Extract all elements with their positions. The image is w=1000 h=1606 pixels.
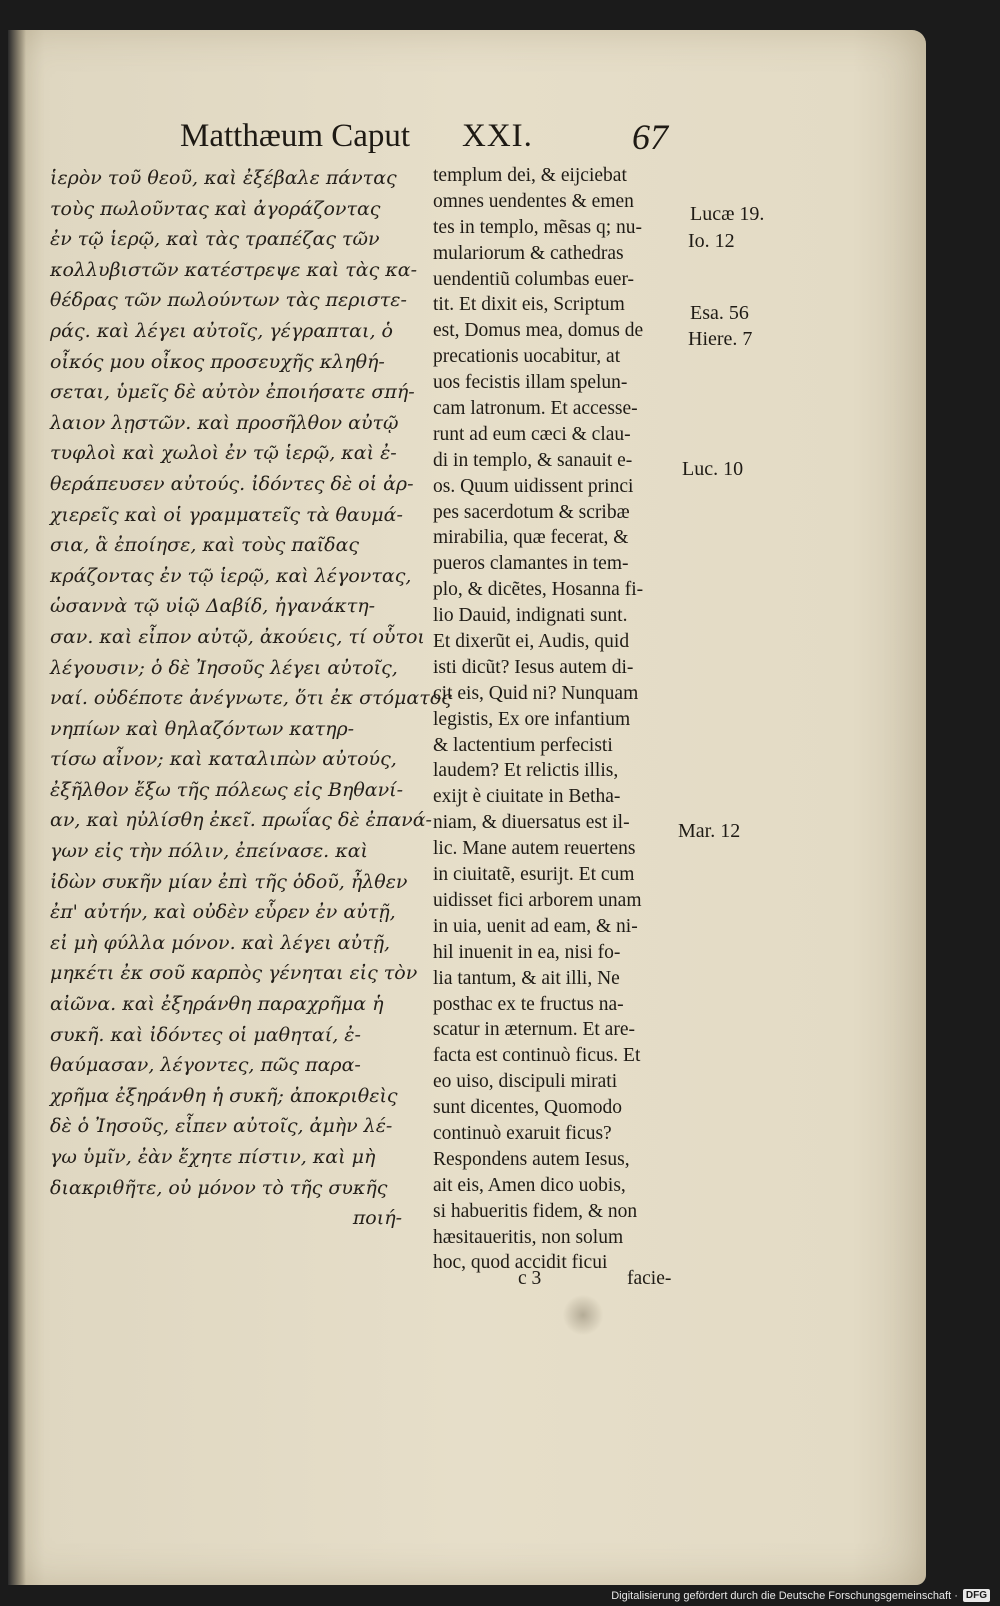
- latin-line: cit eis, Quid ni? Nunquam: [433, 682, 639, 704]
- greek-line: αἰῶνα. καὶ ἐξηράνθη παραχρῆμα ἡ: [50, 993, 384, 1016]
- latin-line: in ciuitatẽ, esurijt. Et cum: [433, 864, 635, 886]
- greek-line: κράζοντας ἐν τῷ ἱερῷ, καὶ λέγοντας,: [50, 564, 412, 587]
- chapter-number: XXI.: [462, 118, 533, 154]
- margin-reference: Mar. 12: [678, 820, 741, 842]
- greek-line: ὡσαννὰ τῷ υἱῷ Δαβίδ, ἠγανάκτη-: [50, 595, 376, 618]
- greek-line: θαύμασαν, λέγοντες, πῶς παρα-: [50, 1054, 361, 1077]
- latin-line: uos fecistis illam spelun-: [433, 372, 628, 394]
- latin-line: eo uiso, discipuli mirati: [433, 1071, 618, 1093]
- dfg-logo: DFG: [963, 1589, 990, 1602]
- greek-line: ἐπ' αὐτήν, καὶ οὐδὲν εὗρεν ἐν αὐτῇ,: [50, 901, 396, 924]
- latin-text-column: [433, 163, 701, 1276]
- running-head-title: Matthæum Caput: [180, 118, 411, 154]
- greek-line: ἐξῆλθον ἔξω τῆς πόλεως εἰς Βηθανί-: [50, 778, 404, 801]
- catchword: facie-: [627, 1268, 672, 1289]
- margin-reference: Esa. 56: [690, 302, 749, 324]
- latin-line: lio Dauid, indignati sunt.: [433, 605, 628, 627]
- greek-line: τυφλοὶ καὶ χωλοὶ ἐν τῷ ἱερῷ, καὶ ἐ-: [50, 442, 397, 465]
- folio-number: 67: [632, 117, 668, 157]
- greek-line: ἱερὸν τοῦ θεοῦ, καὶ ἐξέβαλε πάντας: [50, 167, 397, 189]
- latin-line: os. Quum uidissent princi: [433, 475, 634, 497]
- greek-line: γω ὑμῖν, ἐὰν ἔχητε πίστιν, καὶ μὴ: [50, 1146, 376, 1168]
- greek-line: διακριθῆτε, οὐ μόνον τὸ τῆς συκῆς: [50, 1176, 388, 1199]
- latin-line: ait eis, Amen dico uobis,: [433, 1174, 626, 1196]
- margin-reference: Lucæ 19.: [690, 203, 765, 225]
- greek-line: χιερεῖς καὶ οἱ γραμματεῖς τὰ θαυμά-: [50, 503, 403, 526]
- latin-line: facta est continuò ficus. Et: [433, 1045, 641, 1067]
- signature-mark: c 3: [518, 1268, 542, 1289]
- latin-line: continuò exaruit ficus?: [433, 1122, 612, 1144]
- latin-line: omnes uendentes & emen: [433, 190, 634, 212]
- margin-reference: Hiere. 7: [688, 328, 753, 350]
- latin-line: tes in templo, mẽsas q; nu-: [433, 216, 643, 238]
- greek-line: νηπίων καὶ θηλαζόντων κατηρ-: [50, 717, 355, 740]
- latin-line: exijt è ciuitate in Betha-: [433, 786, 621, 808]
- latin-line: uendentiũ columbas euer-: [433, 268, 635, 290]
- ink-smudge: [562, 1295, 604, 1335]
- latin-line: plo, & dicẽtes, Hosanna fi-: [433, 579, 644, 601]
- latin-line: si habueritis fidem, & non: [433, 1200, 638, 1222]
- greek-line: κολλυβιστῶν κατέστρεψε καὶ τὰς κα-: [50, 258, 418, 281]
- margin-reference: Io. 12: [688, 230, 735, 252]
- latin-line: scatur in æternum. Et are-: [433, 1019, 635, 1041]
- greek-line: σαν. καὶ εἶπον αὐτῷ, ἀκούεις, τί οὗτοι: [50, 625, 425, 648]
- greek-line: τίσω αἶνον; καὶ καταλιπὼν αὐτούς,: [50, 748, 397, 771]
- latin-line: hil inuenit in ea, nisi fo-: [433, 941, 621, 963]
- latin-line: & lactentium perfecisti: [433, 734, 613, 756]
- latin-line: posthac ex te fructus na-: [433, 993, 624, 1015]
- greek-line: θέδρας τῶν πωλούντων τὰς περιστε-: [50, 289, 407, 312]
- footer-text: Digitalisierung gefördert durch die Deutsche Forschungsgemeinschaft ·: [611, 1589, 958, 1602]
- latin-line: niam, & diuersatus est il-: [433, 812, 630, 834]
- greek-line: σεται, ὑμεῖς δὲ αὐτὸν ἐποιήσατε σπή-: [50, 381, 415, 404]
- latin-line: pes sacerdotum & scribæ: [433, 501, 630, 523]
- greek-line: οἶκός μου οἶκος προσευχῆς κληθή-: [50, 350, 385, 373]
- greek-line: ναί. οὐδέποτε ἀνέγνωτε, ὅτι ἐκ στόματος: [50, 687, 452, 710]
- latin-line: cam latronum. Et accesse-: [433, 398, 638, 420]
- latin-line: runt ad eum cæci & clau-: [433, 423, 631, 445]
- greek-line: σια, ἃ ἐποίησε, καὶ τοὺς παῖδας: [50, 534, 360, 557]
- latin-line: isti dicũt? Iesus autem di-: [433, 656, 634, 678]
- greek-text-column: [50, 163, 452, 1234]
- latin-line: tit. Et dixit eis, Scriptum: [433, 294, 625, 316]
- latin-line: templum dei, & eijciebat: [433, 165, 627, 186]
- greek-line: ἰδὼν συκῆν μίαν ἐπὶ τῆς ὁδοῦ, ἦλθεν: [50, 870, 408, 893]
- digitization-footer: [611, 1589, 990, 1602]
- greek-line: συκῆ. καὶ ἰδόντες οἱ μαθηταί, ἐ-: [50, 1023, 361, 1046]
- latin-line: pueros clamantes in tem-: [433, 553, 629, 575]
- greek-line: γων εἰς τὴν πόλιν, ἐπείνασε. καὶ: [50, 840, 368, 863]
- latin-line: di in templo, & sanauit e-: [433, 449, 633, 471]
- latin-line: hæsitaueritis, non solum: [433, 1226, 624, 1248]
- greek-line: μηκέτι ἐκ σοῦ καρπὸς γένηται εἰς τὸν: [50, 962, 418, 985]
- greek-line: λέγουσιν; ὁ δὲ Ἰησοῦς λέγει αὐτοῖς,: [50, 656, 398, 679]
- greek-line: εἰ μὴ φύλλα μόνον. καὶ λέγει αὐτῇ,: [50, 931, 391, 954]
- latin-line: Respondens autem Iesus,: [433, 1148, 630, 1170]
- page-gutter: [8, 30, 26, 1585]
- greek-line: χρῆμα ἐξηράνθη ἡ συκῆ; ἀποκριθεὶς: [50, 1084, 398, 1107]
- latin-line: lia tantum, & ait illi, Ne: [433, 967, 620, 989]
- greek-line: τοὺς πωλοῦντας καὶ ἀγοράζοντας: [50, 197, 381, 220]
- latin-line: hoc, quod accidit ficui: [433, 1252, 608, 1274]
- latin-line: mirabilia, quæ fecerat, &: [433, 527, 629, 549]
- greek-line: ράς. καὶ λέγει αὐτοῖς, γέγραπται, ὁ: [50, 319, 393, 342]
- latin-line: sunt dicentes, Quomodo: [433, 1097, 623, 1119]
- latin-line: in uia, uenit ad eam, & ni-: [433, 915, 638, 937]
- latin-line: lic. Mane autem reuertens: [433, 838, 636, 860]
- greek-line: αν, καὶ ηὐλίσθη ἐκεῖ. πρωΐας δὲ ἐπανά-: [50, 809, 432, 832]
- greek-line: λαιον λῃστῶν. καὶ προσῆλθον αὐτῷ: [50, 411, 399, 434]
- greek-line: θεράπευσεν αὐτούς. ἰδόντες δὲ οἱ ἀρ-: [50, 472, 414, 495]
- margin-reference: Luc. 10: [682, 458, 744, 480]
- latin-line: laudem? Et relictis illis,: [433, 760, 619, 782]
- greek-line: ἐν τῷ ἱερῷ, καὶ τὰς τραπέζας τῶν: [50, 228, 380, 251]
- greek-line: δὲ ὁ Ἰησοῦς, εἶπεν αὐτοῖς, ἀμὴν λέ-: [50, 1115, 393, 1138]
- latin-line: legistis, Ex ore infantium: [433, 708, 631, 730]
- running-head: [180, 118, 700, 158]
- latin-line: est, Domus mea, domus de: [433, 320, 644, 342]
- greek-line: ποιή-: [352, 1207, 402, 1230]
- latin-line: precationis uocabitur, at: [433, 346, 621, 368]
- latin-line: mulariorum & cathedras: [433, 242, 624, 264]
- latin-line: Et dixerũt ei, Audis, quid: [433, 631, 630, 653]
- latin-line: uidisset fici arborem unam: [433, 889, 642, 911]
